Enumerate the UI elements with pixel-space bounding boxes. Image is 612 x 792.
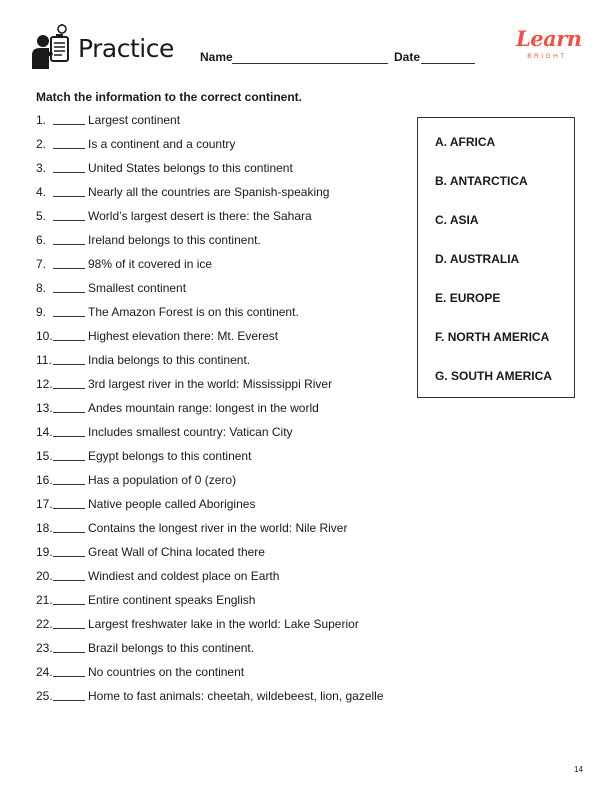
answer-blank[interactable] [53, 136, 85, 149]
question-text: India belongs to this continent. [88, 353, 251, 367]
answer-blank[interactable] [53, 568, 85, 581]
question-item [36, 688, 396, 712]
question-number: 14. [36, 425, 53, 439]
question-text: Native people called Aborigines [88, 497, 256, 511]
practice-person-clipboard-icon [32, 24, 72, 70]
question-number: 16. [36, 473, 53, 487]
question-item [36, 472, 396, 496]
answer-blank[interactable] [53, 400, 85, 413]
question-item [36, 232, 396, 256]
question-number: 17. [36, 497, 53, 511]
question-item [36, 136, 396, 160]
instructions: Match the information to the correct continent. [36, 90, 303, 104]
question-number: 19. [36, 545, 53, 559]
answer-blank[interactable] [53, 448, 85, 461]
answer-choices-box [417, 117, 575, 398]
question-item [36, 448, 396, 472]
question-item [36, 352, 396, 376]
page-number: 14 [574, 765, 583, 774]
choice-name: AUSTRALIA [449, 252, 520, 266]
choice-letter: B. [435, 174, 447, 188]
continent-choice [435, 213, 479, 227]
answer-blank[interactable] [53, 232, 85, 245]
question-list [36, 112, 396, 712]
page-header [0, 0, 612, 80]
question-text: The Amazon Forest is on this continent. [88, 305, 299, 319]
question-item [36, 328, 396, 352]
continent-choice [435, 252, 519, 266]
question-text: Great Wall of China located there [88, 545, 265, 559]
question-number: 5. [36, 209, 47, 223]
logo-wordmark: Learn [516, 26, 582, 51]
question-item [36, 304, 396, 328]
question-number: 4. [36, 185, 47, 199]
question-text: Is a continent and a country [88, 137, 236, 151]
name-label: Name [200, 50, 233, 64]
choice-letter: D. [435, 252, 447, 266]
answer-blank[interactable] [53, 664, 85, 677]
date-label: Date [394, 50, 421, 64]
answer-blank[interactable] [53, 616, 85, 629]
answer-blank[interactable] [53, 544, 85, 557]
continent-choice [435, 291, 500, 305]
question-item [36, 376, 396, 400]
question-item [36, 640, 396, 664]
answer-blank[interactable] [53, 688, 85, 701]
question-number: 7. [36, 257, 47, 271]
question-item [36, 112, 396, 136]
question-number: 6. [36, 233, 47, 247]
question-text: Largest freshwater lake in the world: Lake Superior [88, 617, 359, 631]
question-item [36, 184, 396, 208]
question-number: 23. [36, 641, 53, 655]
question-item [36, 664, 396, 688]
logo-subtitle: BRIGHT [527, 53, 567, 60]
question-text: Brazil belongs to this continent. [88, 641, 255, 655]
answer-blank[interactable] [53, 520, 85, 533]
question-number: 8. [36, 281, 47, 295]
question-text: Entire continent speaks English [88, 593, 256, 607]
question-number: 22. [36, 617, 53, 631]
question-item [36, 592, 396, 616]
answer-blank[interactable] [53, 592, 85, 605]
learn-bright-logo [516, 26, 582, 66]
question-number: 24. [36, 665, 53, 679]
question-number: 11. [36, 353, 52, 367]
question-text: Andes mountain range: longest in the world [88, 401, 319, 415]
question-item [36, 256, 396, 280]
answer-blank[interactable] [53, 112, 85, 125]
question-item [36, 520, 396, 544]
answer-blank[interactable] [53, 376, 85, 389]
choice-letter: E. [435, 291, 447, 305]
question-number: 10. [36, 329, 53, 343]
question-item [36, 568, 396, 592]
question-text: No countries on the continent [88, 665, 245, 679]
answer-blank[interactable] [53, 184, 85, 197]
question-text: 98% of it covered in ice [88, 257, 213, 271]
question-item [36, 400, 396, 424]
continent-choice [435, 369, 552, 383]
name-field[interactable] [232, 63, 388, 64]
choice-name: EUROPE [449, 291, 501, 305]
question-text: Ireland belongs to this continent. [88, 233, 261, 247]
continent-choice [435, 330, 549, 344]
choice-name: NORTH AMERICA [447, 330, 550, 344]
question-text: Egypt belongs to this continent [88, 449, 252, 463]
question-item [36, 280, 396, 304]
answer-blank[interactable] [53, 304, 85, 317]
question-text: Has a population of 0 (zero) [88, 473, 237, 487]
question-text: Highest elevation there: Mt. Everest [88, 329, 279, 343]
question-item [36, 424, 396, 448]
date-field[interactable] [421, 63, 475, 64]
question-number: 12. [36, 377, 53, 391]
answer-blank[interactable] [53, 640, 85, 653]
question-text: Largest continent [88, 113, 181, 127]
answer-blank[interactable] [53, 472, 85, 485]
choice-letter: C. [435, 213, 447, 227]
continent-choice [435, 135, 495, 149]
question-number: 25. [36, 689, 53, 703]
answer-blank[interactable] [53, 256, 85, 269]
question-number: 18. [36, 521, 53, 535]
question-item [36, 160, 396, 184]
question-text: Nearly all the countries are Spanish-speaking [88, 185, 330, 199]
question-text: Home to fast animals: cheetah, wildebeest, lion, gazelle [88, 689, 384, 703]
question-number: 3. [36, 161, 47, 175]
page-title: Practice [78, 34, 174, 63]
choice-letter: A. [435, 135, 447, 149]
question-number: 9. [36, 305, 47, 319]
question-item [36, 616, 396, 640]
question-text: Contains the longest river in the world: Nile River [88, 521, 348, 535]
question-number: 13. [36, 401, 53, 415]
choice-letter: F. [435, 330, 445, 344]
question-number: 21. [36, 593, 53, 607]
question-number: 15. [36, 449, 53, 463]
question-text: Includes smallest country: Vatican City [88, 425, 293, 439]
question-number: 2. [36, 137, 47, 151]
choice-name: AFRICA [449, 135, 496, 149]
question-text: World’s largest desert is there: the Sahara [88, 209, 312, 223]
choice-name: ASIA [449, 213, 479, 227]
choice-name: ANTARCTICA [449, 174, 528, 188]
question-text: 3rd largest river in the world: Mississippi River [88, 377, 333, 391]
choice-letter: G. [435, 369, 448, 383]
question-number: 1. [36, 113, 47, 127]
answer-blank[interactable] [53, 160, 85, 173]
answer-blank[interactable] [53, 280, 85, 293]
question-number: 20. [36, 569, 53, 583]
answer-blank[interactable] [53, 208, 85, 221]
question-item [36, 496, 396, 520]
continent-choice [435, 174, 528, 188]
answer-blank[interactable] [53, 352, 85, 365]
question-text: United States belongs to this continent [88, 161, 293, 175]
answer-blank[interactable] [53, 328, 85, 341]
choice-name: SOUTH AMERICA [451, 369, 552, 383]
answer-blank[interactable] [53, 424, 85, 437]
question-text: Windiest and coldest place on Earth [88, 569, 280, 583]
question-text: Smallest continent [88, 281, 187, 295]
question-item [36, 544, 396, 568]
answer-blank[interactable] [53, 496, 85, 509]
question-item [36, 208, 396, 232]
